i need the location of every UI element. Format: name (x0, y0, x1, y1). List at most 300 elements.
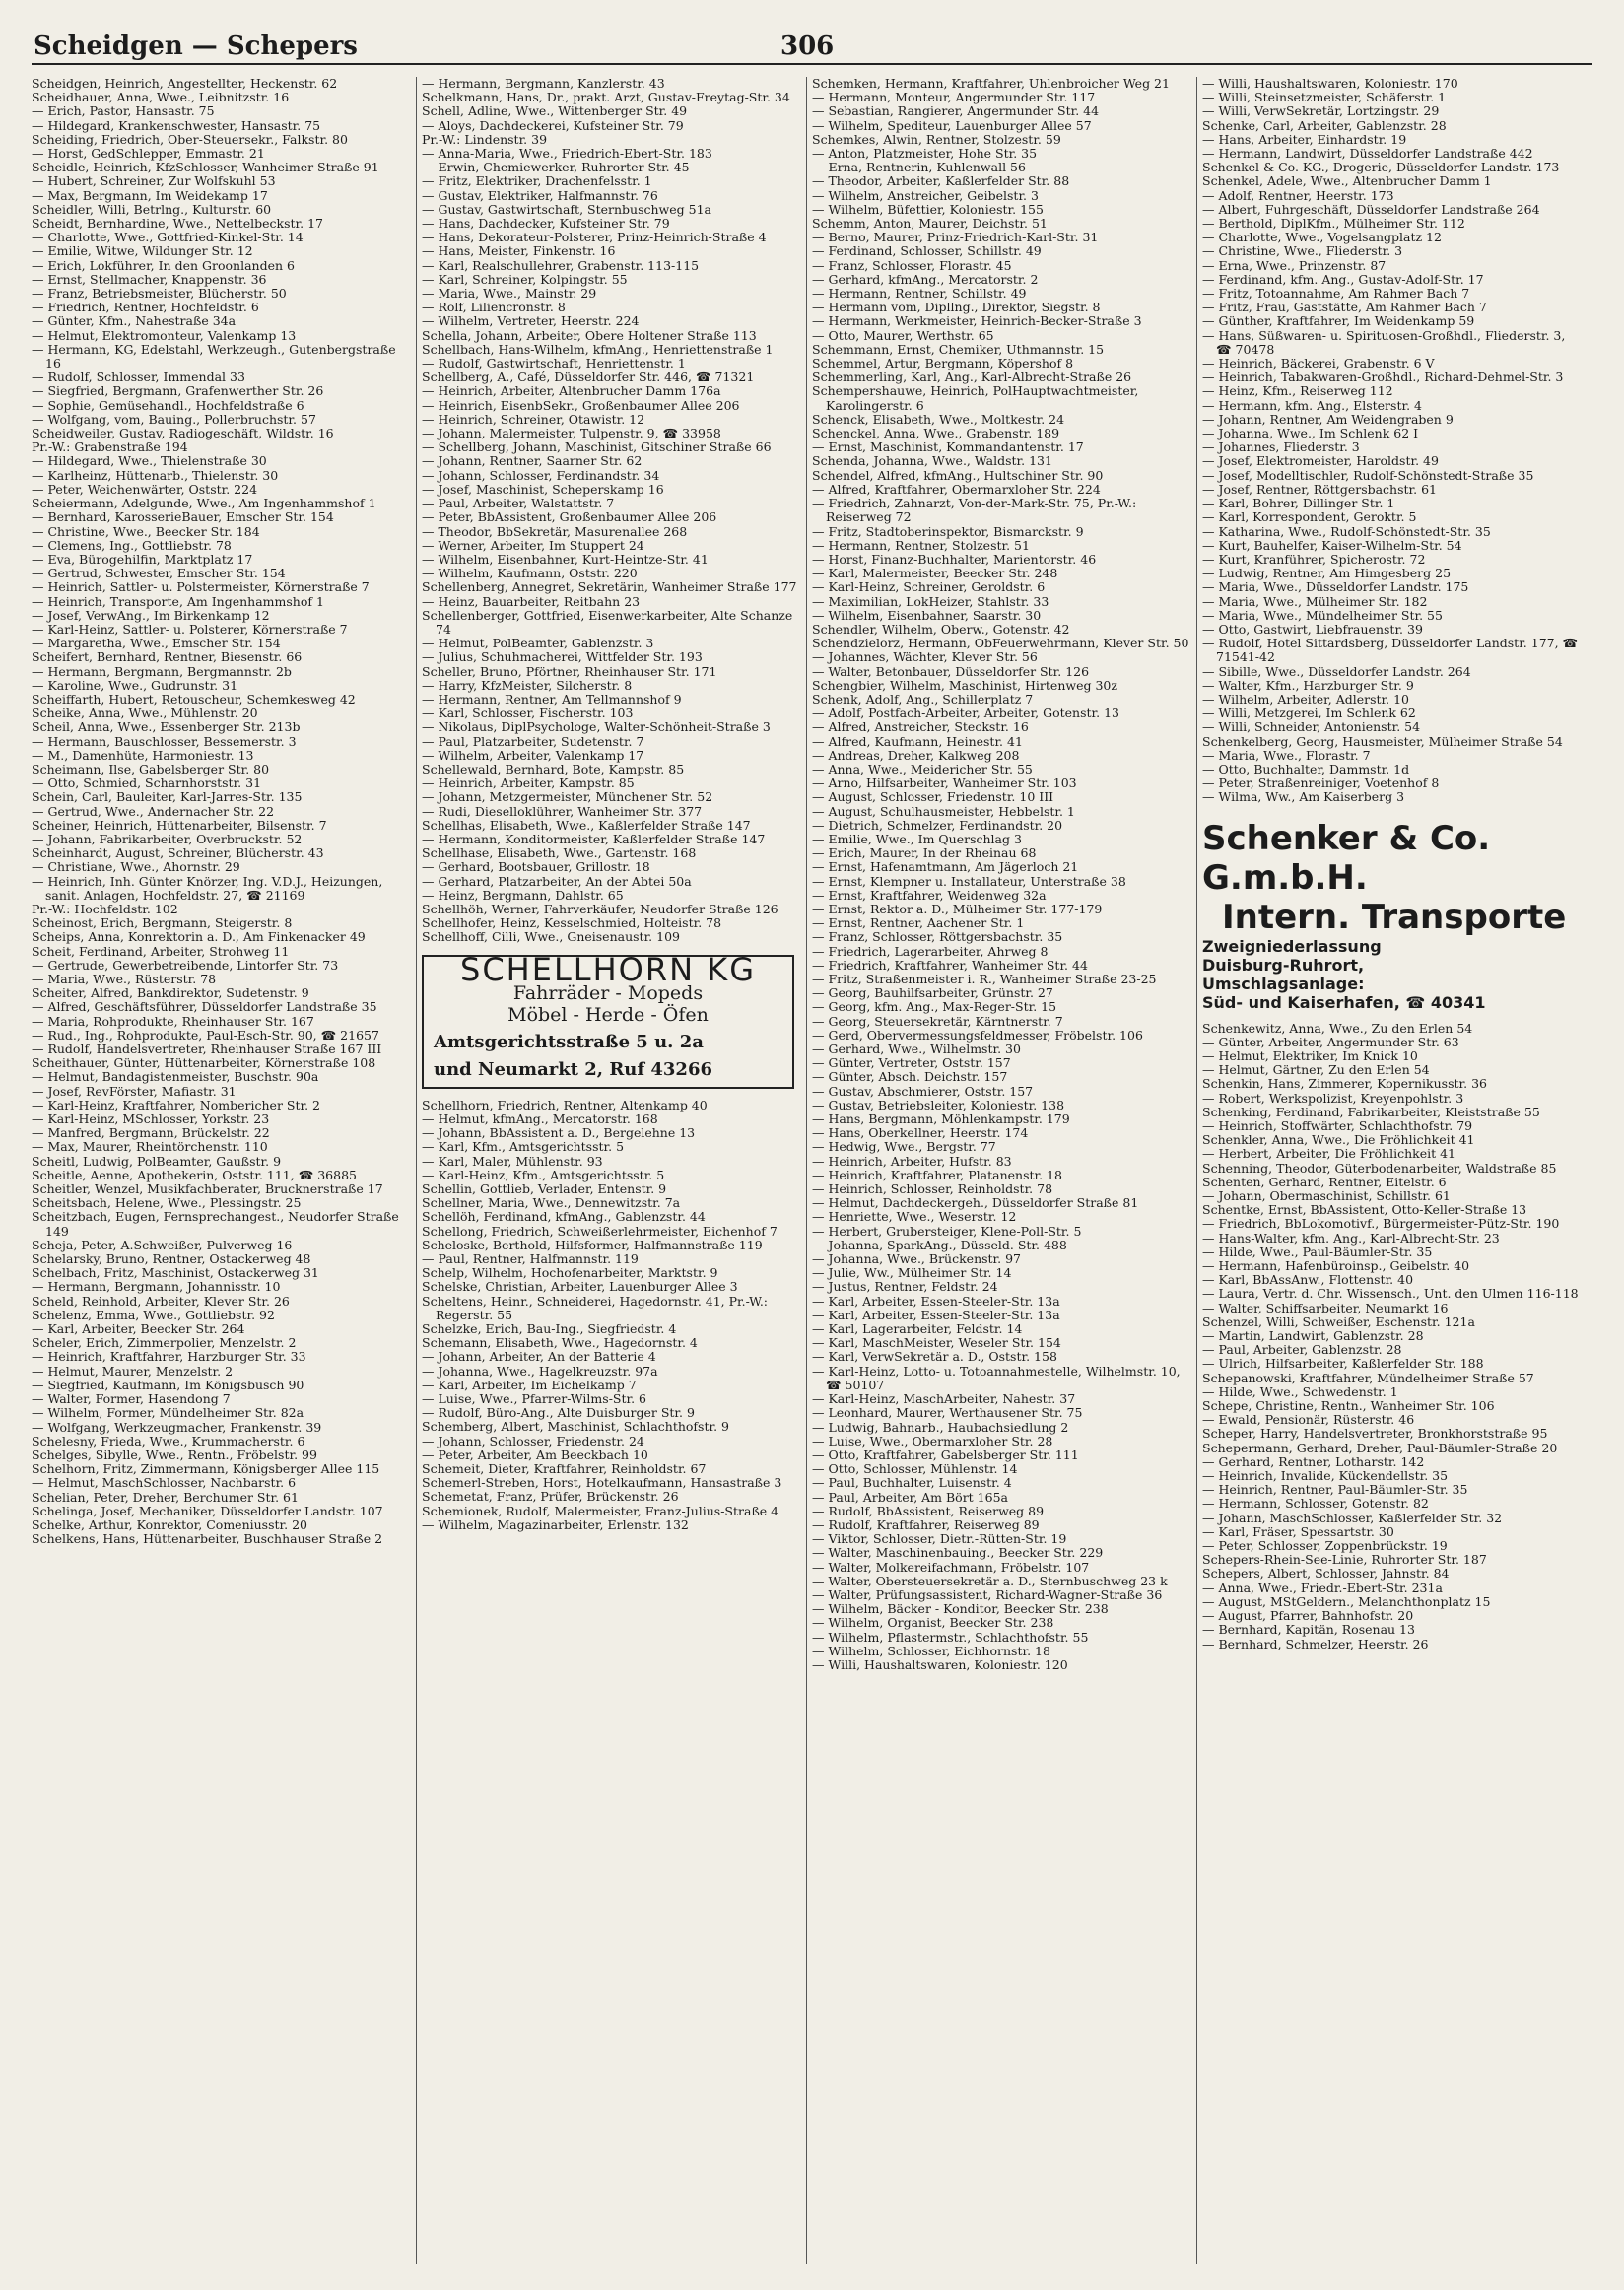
directory-entry: Schemann, Elisabeth, Wwe., Hagedornstr. 4 (422, 1335, 698, 1351)
directory-entry: — Karl, Arbeiter, Essen-Steeler-Str. 13a (812, 1307, 1060, 1322)
directory-entry: Schellenberg, Annegret, Sekretärin, Wanheimer Straße 177 (422, 579, 797, 595)
directory-entry: — Siegfried, Kaufmann, Im Königsbusch 90 (32, 1377, 304, 1392)
directory-entry: — Karl-Heinz, Kfm., Amtsgerichtsstr. 5 (422, 1167, 665, 1182)
directory-entry: — Günter, Vertreter, Oststr. 157 (812, 1055, 1011, 1071)
directory-entry: — Erwin, Chemiewerker, Ruhrorter Str. 45 (422, 160, 690, 175)
directory-entry: — Walter, Schiffsarbeiter, Neumarkt 16 (1202, 1300, 1449, 1315)
directory-entry: — Hedwig, Wwe., Bergstr. 77 (812, 1139, 996, 1155)
directory-entry: — Karl, Fräser, Spessartstr. 30 (1202, 1523, 1394, 1539)
directory-entry: — Friedrich, Lagerarbeiter, Ahrweg 8 (812, 943, 1049, 959)
directory-entry: Schelian, Peter, Dreher, Berchumer Str. 61 (32, 1489, 299, 1505)
directory-entry: Schemeit, Dieter, Kraftfahrer, Reinholdstr. 67 (422, 1461, 707, 1477)
directory-entry: — Charlotte, Wwe., Gottfried-Kinkel-Str. 14 (32, 230, 304, 245)
directory-entry: Schepers, Albert, Schlosser, Jahnstr. 84 (1202, 1566, 1450, 1582)
directory-entry: Schelkens, Hans, Hüttenarbeiter, Buschhauser Straße 2 (32, 1531, 383, 1547)
directory-entry: — Peter, Arbeiter, Am Beeckbach 10 (422, 1447, 648, 1462)
directory-entry: — Fritz, Straßenmeister i. R., Wanheimer Straße 23-25 (812, 972, 1157, 986)
directory-entry: — Erich, Pastor, Hansastr. 75 (32, 103, 215, 119)
directory-entry: — Leonhard, Maurer, Werthausener Str. 75 (812, 1405, 1083, 1421)
directory-entry: — Hermann vom, Dipllng., Direktor, Siegstr. 8 (812, 300, 1101, 315)
directory-entry: — Wilhelm, Arbeiter, Valenkamp 17 (422, 747, 644, 763)
directory-entry: Schemkes, Alwin, Rentner, Stolzestr. 59 (812, 131, 1061, 147)
directory-entry: Schelkmann, Hans, Dr., prakt. Arzt, Gustav-Freytag-Str. 34 (422, 90, 790, 105)
directory-entry: — Julius, Schuhmacherei, Wittfelder Str. 193 (422, 649, 703, 665)
directory-entry: — Hermann, KG, Edelstahl, Werkzeugh., Gutenbergstraße 16 (32, 341, 396, 371)
directory-entry: — Helmut, Elektromonteur, Valenkamp 13 (32, 327, 297, 343)
directory-entry: — Otto, Maurer, Werthstr. 65 (812, 327, 994, 343)
directory-entry: — Julie, Ww., Mülheimer Str. 14 (812, 1265, 1012, 1281)
directory-entry: Scheler, Erich, Zimmerpolier, Menzelstr. 2 (32, 1335, 297, 1351)
ad-company-name: SCHELLHORN KG (460, 950, 756, 988)
directory-entry: — Otto, Schlosser, Mühlenstr. 14 (812, 1461, 1018, 1477)
directory-entry: Scheinost, Erich, Bergmann, Steigerstr. 8 (32, 915, 293, 931)
directory-entry: Schellner, Maria, Wwe., Dennewitzstr. 7a (422, 1195, 681, 1211)
directory-entry: — Alfred, Kraftfahrer, Obermarxloher Str. 224 (812, 481, 1101, 497)
column-3 (812, 77, 1190, 2264)
directory-entry: Scheidler, Willi, Betrlng., Kulturstr. 60 (32, 201, 272, 217)
directory-entry: — Peter, Weichenwärter, Oststr. 224 (32, 481, 258, 497)
directory-entry: — Heinrich, Invalide, Kückendellstr. 35 (1202, 1468, 1449, 1484)
directory-entry: — Hilde, Wwe., Schwedenstr. 1 (1202, 1383, 1398, 1399)
directory-entry: Schenke, Carl, Arbeiter, Gablenzstr. 28 (1202, 117, 1447, 133)
directory-entry: — Heinz, Bauarbeiter, Reitbahn 23 (422, 593, 641, 609)
directory-entry: — Horst, GedSchlepper, Emmastr. 21 (32, 146, 265, 162)
directory-entry: — Walter, Betonbauer, Düsseldorfer Str. 126 (812, 663, 1090, 679)
directory-entry: — Josef, RevFörster, Mafiastr. 31 (32, 1083, 237, 1099)
directory-columns (32, 77, 1592, 2264)
directory-entry: Schelinga, Josef, Mechaniker, Düsseldorfer Landstr. 107 (32, 1503, 383, 1518)
directory-entry: — Charlotte, Wwe., Vogelsangplatz 12 (1202, 230, 1442, 245)
directory-entry: Schepermann, Gerhard, Dreher, Paul-Bäumler-Straße 20 (1202, 1440, 1558, 1455)
directory-entry: — Walter, Prüfungsassistent, Richard-Wagner-Straße 36 (812, 1586, 1163, 1602)
directory-entry: — Sibille, Wwe., Düsseldorfer Landstr. 264 (1202, 663, 1471, 679)
directory-entry: — Wilhelm, Spediteur, Lauenburger Allee 57 (812, 117, 1092, 133)
directory-entry: Scheimann, Ilse, Gabelsberger Str. 80 (32, 761, 270, 776)
directory-entry: — Bernhard, Kapitän, Rosenau 13 (1202, 1622, 1415, 1638)
directory-entry: — Karl, Kfm., Amtsgerichtsstr. 5 (422, 1139, 625, 1155)
directory-entry: — Rudolf, Gastwirtschaft, Henriettenstr. 1 (422, 356, 686, 371)
directory-entry: Schenking, Ferdinand, Fabrikarbeiter, Kleiststraße 55 (1202, 1104, 1540, 1119)
directory-entry: — Hermann, Konditormeister, Kaßlerfelder Straße 147 (422, 831, 766, 846)
directory-entry: Schellin, Gottlieb, Verlader, Entenstr. 9 (422, 1181, 667, 1197)
directory-entry: — Theodor, Arbeiter, Kaßlerfelder Str. 88 (812, 173, 1070, 189)
directory-entry: — Karl-Heinz, Lotto- u. Totoannahmestelle, Wilhelmstr. 10, ☎ 50107 (812, 1363, 1181, 1392)
directory-entry: — Christine, Wwe., Beecker Str. 184 (32, 523, 260, 539)
directory-entry: Schellbach, Hans-Wilhelm, kfmAng., Henriettenstraße 1 (422, 341, 774, 357)
directory-entry: — Peter, Schlosser, Zoppenbrückstr. 19 (1202, 1538, 1448, 1554)
directory-entry: — Georg, kfm. Ang., Max-Reger-Str. 15 (812, 999, 1057, 1015)
directory-entry: — Wilhelm, Eisenbahner, Saarstr. 30 (812, 607, 1042, 623)
directory-entry: — Ferdinand, Schlosser, Schillstr. 49 (812, 243, 1042, 259)
directory-entry: — Ludwig, Bahnarb., Haubachsiedlung 2 (812, 1419, 1069, 1435)
directory-entry: — Friedrich, BbLokomotivf., Bürgermeister-Pütz-Str. 190 (1202, 1216, 1560, 1232)
column-4 (1202, 77, 1581, 2264)
directory-entry: — Gerd, Obervermessungsfeldmesser, Fröbelstr. 106 (812, 1027, 1143, 1043)
directory-entry: Scheil, Anna, Wwe., Essenberger Str. 213b (32, 719, 301, 735)
directory-entry: Scheike, Anna, Wwe., Mühlenstr. 20 (32, 706, 258, 721)
directory-entry: — Karl, Schreiner, Kolpingstr. 55 (422, 271, 628, 287)
directory-entry: Scheinhardt, August, Schreiner, Blücherstr. 43 (32, 845, 324, 861)
directory-entry: — Karl, BbAssAnw., Flottenstr. 40 (1202, 1272, 1414, 1288)
directory-entry: — Helmut, MaschSchlosser, Nachbarstr. 6 (32, 1475, 297, 1491)
directory-entry: — Helmut, Elektriker, Im Knick 10 (1202, 1047, 1418, 1063)
directory-entry: — Ernst, Rektor a. D., Mülheimer Str. 177-179 (812, 901, 1103, 916)
directory-entry: — Justus, Rentner, Feldstr. 24 (812, 1279, 998, 1295)
directory-entry: — Arno, Hilfsarbeiter, Wanheimer Str. 103 (812, 775, 1077, 791)
directory-entry: — Fritz, Frau, Gaststätte, Am Rahmer Bach 7 (1202, 300, 1487, 315)
directory-entry: — August, MStGeldern., Melanchthonplatz 15 (1202, 1593, 1491, 1609)
directory-entry: Schelesny, Frieda, Wwe., Krummacherstr. 6 (32, 1433, 305, 1448)
directory-entry: Scheiner, Heinrich, Hüttenarbeiter, Bilsenstr. 7 (32, 817, 327, 833)
directory-entry: — Fritz, Stadtoberinspektor, Bismarckstr. 9 (812, 523, 1084, 539)
directory-entry: — Wilhelm, Pflastermstr., Schlachthofstr. 55 (812, 1629, 1089, 1645)
directory-entry: — Maximilian, LokHeizer, Stahlstr. 33 (812, 593, 1049, 609)
directory-entry: — Ewald, Pensionär, Rüsterstr. 46 (1202, 1412, 1415, 1428)
directory-entry: Scheidle, Heinrich, KfzSchlosser, Wanheimer Straße 91 (32, 160, 379, 175)
directory-entry: — Wilhelm, Magazinarbeiter, Erlenstr. 132 (422, 1516, 689, 1532)
directory-entry: — Adolf, Postfach-Arbeiter, Arbeiter, Gotenstr. 13 (812, 706, 1119, 721)
directory-entry: — Karl-Heinz, MaschArbeiter, Nahestr. 37 (812, 1391, 1076, 1407)
directory-entry: Schenkel & Co. KG., Drogerie, Düsseldorfer Landstr. 173 (1202, 160, 1560, 175)
directory-entry: — Gustav, Gastwirtschaft, Sternbuschweg 51a (422, 201, 711, 217)
directory-entry: — Wilhelm, Büfettier, Koloniestr. 155 (812, 201, 1044, 217)
directory-entry: Schelarsky, Bruno, Rentner, Ostackerweg 48 (32, 1251, 311, 1267)
directory-entry: Schenk, Adolf, Ang., Schillerplatz 7 (812, 691, 1034, 707)
directory-entry: Schenck, Elisabeth, Wwe., Moltkestr. 24 (812, 411, 1065, 427)
directory-entry: — Johannes, Fliederstr. 3 (1202, 439, 1360, 455)
directory-entry: — Helmut, Bandagistenmeister, Buschstr. 90a (32, 1069, 319, 1085)
directory-entry: — Willi, Steinsetzmeister, Schäferstr. 1 (1202, 90, 1447, 105)
page-header (32, 30, 1592, 65)
directory-entry: Scheidgen, Heinrich, Angestellter, Heckenstr. 62 (32, 77, 338, 91)
directory-entry: Schellewald, Bernhard, Bote, Kampstr. 85 (422, 761, 685, 776)
directory-entry: — Friedrich, Zahnarzt, Von-der-Mark-Str. 75, Pr.-W.: Reiserweg 72 (812, 496, 1137, 525)
directory-entry: — August, Schlosser, Friedenstr. 10 III (812, 789, 1054, 805)
directory-entry: Schemmann, Ernst, Chemiker, Uthmannstr. 15 (812, 341, 1105, 357)
directory-entry: — Johanna, SparkAng., Düsseld. Str. 488 (812, 1237, 1067, 1252)
directory-entry: — Hans-Walter, kfm. Ang., Karl-Albrecht-Str. 23 (1202, 1230, 1500, 1246)
directory-entry: — Franz, Schlosser, Florastr. 45 (812, 257, 1012, 273)
directory-entry: — Karl, Realschullehrer, Grabenstr. 113-115 (422, 257, 700, 273)
directory-entry: Scheidhauer, Anna, Wwe., Leibnitzstr. 16 (32, 90, 290, 105)
directory-entry: — Ernst, Stellmacher, Knappenstr. 36 (32, 271, 267, 287)
directory-entry: — Erich, Lokführer, In den Groonlanden 6 (32, 257, 295, 273)
directory-entry: — Hildegard, Krankenschwester, Hansastr. 75 (32, 117, 321, 133)
directory-entry: — Heinrich, Arbeiter, Kampstr. 85 (422, 775, 635, 791)
directory-entry: Schenning, Theodor, Güterbodenarbeiter, Waldstraße 85 (1202, 1160, 1557, 1176)
directory-entry: — Wolfgang, vom, Bauing., Pollerbruchstr. 57 (32, 411, 316, 427)
directory-entry: — Luise, Wwe., Obermarxloher Str. 28 (812, 1433, 1053, 1448)
directory-entry: — Friedrich, Kraftfahrer, Wanheimer Str. 44 (812, 957, 1088, 973)
directory-entry: Schellhöh, Werner, Fahrverkäufer, Neudorfer Straße 126 (422, 901, 778, 916)
directory-entry: — Hermann, Rentner, Schillstr. 49 (812, 286, 1027, 302)
directory-entry: — Günther, Kraftfahrer, Im Weidenkamp 59 (1202, 313, 1475, 329)
directory-entry: — Rudolf, Hotel Sittardsberg, Düsseldorfer Landstr. 177, ☎ 71541-42 (1202, 636, 1579, 665)
directory-entry: — Paul, Arbeiter, Am Bört 165a (812, 1489, 1008, 1505)
directory-entry: — Wilhelm, Eisenbahner, Kurt-Heintze-Str. 41 (422, 551, 709, 567)
directory-entry: — Willi, Metzgerei, Im Schlenk 62 (1202, 706, 1416, 721)
directory-entry: Schenda, Johanna, Wwe., Waldstr. 131 (812, 453, 1052, 469)
directory-entry: Schellhorn, Friedrich, Rentner, Altenkamp 40 (422, 1097, 708, 1112)
ad-line: Umschlagsanlage: (1202, 974, 1365, 993)
directory-entry: Scheithauer, Günter, Hüttenarbeiter, Körnerstraße 108 (32, 1055, 376, 1071)
directory-entry: — Johann, Malermeister, Tulpenstr. 9, ☎ 33958 (422, 426, 721, 441)
directory-entry: — Walter, Kfm., Harzburger Str. 9 (1202, 677, 1414, 693)
directory-entry: — Gerhard, Rentner, Lotharstr. 142 (1202, 1453, 1425, 1469)
directory-entry: — Gertrud, Wwe., Andernacher Str. 22 (32, 803, 275, 819)
entry-list (1202, 1022, 1581, 1651)
directory-entry: — Heinrich, Kraftfahrer, Platanenstr. 18 (812, 1167, 1062, 1182)
directory-entry: Schelbach, Fritz, Maschinist, Ostackerweg 31 (32, 1265, 319, 1281)
directory-entry: — Laura, Vertr. d. Chr. Wissensch., Unt. den Ulmen 116-118 (1202, 1286, 1579, 1302)
directory-entry: — Robert, Werkspolizist, Kreyenpohlstr. 3 (1202, 1090, 1464, 1106)
directory-entry: Schepanowski, Kraftfahrer, Mündelheimer Straße 57 (1202, 1370, 1534, 1385)
directory-entry: — Heinrich, Arbeiter, Altenbrucher Damm 176a (422, 383, 721, 399)
directory-entry: — Wilhelm, Arbeiter, Adlerstr. 10 (1202, 691, 1410, 707)
directory-entry: — Adolf, Rentner, Heerstr. 173 (1202, 187, 1394, 203)
directory-entry: — Dietrich, Schmelzer, Ferdinandstr. 20 (812, 817, 1063, 833)
directory-entry: Pr.-W.: Hochfeldstr. 102 (32, 901, 178, 916)
directory-entry: — Wolfgang, Werkzeugmacher, Frankenstr. 39 (32, 1419, 322, 1435)
directory-entry: — Heinrich, Stoffwärter, Schlachthofstr. 79 (1202, 1117, 1473, 1133)
directory-entry: Schenkler, Anna, Wwe., Die Fröhlichkeit 41 (1202, 1132, 1475, 1148)
directory-entry: — Johann, Schlosser, Ferdinandstr. 34 (422, 467, 660, 483)
directory-entry: — Andreas, Dreher, Kalkweg 208 (812, 747, 1020, 763)
directory-entry: Schenzel, Willi, Schweißer, Eschenstr. 121a (1202, 1313, 1475, 1329)
directory-entry: Scheit, Ferdinand, Arbeiter, Strohweg 11 (32, 943, 290, 959)
directory-entry: — Franz, Betriebsmeister, Blücherstr. 50 (32, 286, 287, 302)
directory-entry: — Hans, Dachdecker, Kufsteiner Str. 79 (422, 216, 670, 232)
directory-entry: — Karl-Heinz, MSchlosser, Yorkstr. 23 (32, 1111, 270, 1127)
directory-entry: — Walter, Molkereifachmann, Fröbelstr. 107 (812, 1559, 1090, 1575)
directory-entry: Schentke, Ernst, BbAssistent, Otto-Keller-Straße 13 (1202, 1202, 1527, 1218)
directory-entry: — Rudi, Dieselloklührer, Wanheimer Str. 377 (422, 803, 703, 819)
directory-entry: Schemken, Hermann, Kraftfahrer, Uhlenbroicher Weg 21 (812, 77, 1170, 91)
directory-entry: — Hermann, Monteur, Angermunder Str. 117 (812, 90, 1096, 105)
directory-entry: Scheitle, Aenne, Apothekerin, Oststr. 111, ☎ 36885 (32, 1167, 357, 1182)
entry-list (812, 77, 1190, 1672)
directory-entry: — Heinrich, Arbeiter, Hufstr. 83 (812, 1153, 1012, 1169)
directory-entry: — Maria, Wwe., Mainstr. 29 (422, 286, 597, 302)
directory-entry: — Hubert, Schreiner, Zur Wolfskuhl 53 (32, 173, 276, 189)
directory-entry: Schempershauwe, Heinrich, PolHauptwachtmeister, Karolingerstr. 6 (812, 383, 1139, 413)
directory-entry: — Ernst, Kraftfahrer, Weidenweg 32a (812, 887, 1047, 903)
directory-entry: — Rudolf, Kraftfahrer, Reiserweg 89 (812, 1516, 1040, 1532)
directory-entry: — Helmut, PolBeamter, Gablenzstr. 3 (422, 636, 654, 651)
directory-entry: — Rolf, Liliencronstr. 8 (422, 300, 566, 315)
directory-entry: Schemberg, Albert, Maschinist, Schlachthofstr. 9 (422, 1419, 729, 1435)
directory-entry: — Willi, Haushaltswaren, Koloniestr. 170 (1202, 77, 1458, 91)
directory-entry: Scheidweiler, Gustav, Radiogeschäft, Wildstr. 16 (32, 426, 334, 441)
directory-entry: — Johann, Rentner, Saarner Str. 62 (422, 453, 643, 469)
directory-entry: — Karl, MaschMeister, Weseler Str. 154 (812, 1335, 1061, 1351)
directory-entry: — Alfred, Anstreicher, Steckstr. 16 (812, 719, 1029, 735)
directory-entry: — Paul, Buchhalter, Luisenstr. 4 (812, 1475, 1012, 1491)
directory-entry: Schellhofer, Heinz, Kesselschmied, Holteistr. 78 (422, 915, 722, 931)
directory-entry: — Gerhard, kfmAng., Mercatorstr. 2 (812, 271, 1039, 287)
directory-entry: — Georg, Bauhilfsarbeiter, Grünstr. 27 (812, 985, 1053, 1001)
directory-entry: — Walter, Maschinenbauing., Beecker Str. 229 (812, 1545, 1104, 1561)
directory-entry: Schellhoff, Cilli, Wwe., Gneisenaustr. 109 (422, 929, 680, 945)
advertisement-schenker (1202, 819, 1581, 1012)
directory-entry: — Heinz, Kfm., Reiserweg 112 (1202, 383, 1393, 399)
directory-entry: — Johann, Metzgermeister, Münchener Str. 52 (422, 789, 713, 805)
directory-entry: — Sebastian, Rangierer, Angermunder Str. 44 (812, 103, 1100, 119)
directory-entry: — Karl, VerwSekretär a. D., Oststr. 158 (812, 1349, 1057, 1365)
directory-entry: — Sophie, Gemüsehandl., Hochfeldstraße 6 (32, 397, 304, 413)
directory-entry: — Alfred, Kaufmann, Heinestr. 41 (812, 733, 1023, 749)
directory-entry: Scheld, Reinhold, Arbeiter, Klever Str. 26 (32, 1293, 290, 1309)
directory-entry: — Hildegard, Wwe., Thielenstraße 30 (32, 453, 267, 469)
directory-entry: — Karl, Maler, Mühlenstr. 93 (422, 1153, 603, 1169)
directory-entry: — Otto, Gastwirt, Liebfrauenstr. 39 (1202, 621, 1423, 637)
directory-entry: — Ernst, Klempner u. Installateur, Unterstraße 38 (812, 873, 1126, 889)
directory-entry: — Karl, Arbeiter, Beecker Str. 264 (32, 1321, 245, 1337)
directory-entry: Scheper, Harry, Handelsvertreter, Bronkhorststraße 95 (1202, 1426, 1548, 1442)
directory-entry: — Johann, Schlosser, Friedenstr. 24 (422, 1433, 644, 1448)
directory-entry: Schellberg, A., Café, Düsseldorfer Str. 446, ☎ 71321 (422, 370, 755, 385)
directory-entry: — Rudolf, Handelsvertreter, Rheinhauser Straße 167 III (32, 1042, 382, 1057)
column-2 (422, 77, 800, 2264)
name-range: Scheidgen — Schepers (34, 32, 358, 61)
directory-entry: — Johann, Obermaschinist, Schillstr. 61 (1202, 1188, 1451, 1203)
directory-entry: Schepe, Christine, Rentn., Wanheimer Str. 106 (1202, 1398, 1495, 1414)
directory-entry: — Hermann, Bergmann, Kanzlerstr. 43 (422, 77, 665, 91)
directory-entry: — Wilma, Ww., Am Kaiserberg 3 (1202, 789, 1405, 805)
directory-entry: — Viktor, Schlosser, Dietr.-Rütten-Str. 19 (812, 1531, 1067, 1547)
directory-entry: Scheitl, Ludwig, PolBeamter, Gaußstr. 9 (32, 1153, 282, 1169)
directory-entry: — Johann, Rentner, Am Weidengraben 9 (1202, 411, 1454, 427)
directory-entry: — Karl, Lagerarbeiter, Feldstr. 14 (812, 1321, 1023, 1337)
directory-entry: — Karl-Heinz, Kraftfahrer, Nombericher Str. 2 (32, 1097, 320, 1112)
directory-entry: — Erich, Maurer, In der Rheinau 68 (812, 845, 1037, 861)
directory-entry: — Ludwig, Rentner, Am Himgesberg 25 (1202, 566, 1452, 581)
directory-entry: — Karl-Heinz, Sattler- u. Polsterer, Körnerstraße 7 (32, 621, 348, 637)
directory-entry: Schellenberger, Gottfried, Eisenwerkarbeiter, Alte Schanze 74 (422, 607, 793, 637)
directory-entry: Scheja, Peter, A.Schweißer, Pulverweg 16 (32, 1237, 293, 1252)
directory-entry: — Eva, Bürogehilfin, Marktplatz 17 (32, 551, 253, 567)
directory-entry: — Anna, Wwe., Meidericher Str. 55 (812, 761, 1033, 776)
directory-entry: — Maria, Rohprodukte, Rheinhauser Str. 167 (32, 1013, 314, 1029)
entry-list (32, 77, 410, 1546)
directory-entry: — M., Damenhüte, Harmoniestr. 13 (32, 747, 254, 763)
directory-entry: — Theodor, BbSekretär, Masurenallee 268 (422, 523, 688, 539)
directory-entry: Schelhorn, Fritz, Zimmermann, Königsberger Allee 115 (32, 1461, 380, 1477)
directory-entry: — Emilie, Wwe., Im Querschlag 3 (812, 831, 1022, 846)
directory-entry: — Ernst, Maschinist, Kommandantenstr. 17 (812, 439, 1084, 455)
directory-entry: — Heinrich, Transporte, Am Ingenhammshof 1 (32, 593, 324, 609)
directory-entry: — Heinrich, Sattler- u. Polstermeister, Körnerstraße 7 (32, 579, 370, 595)
directory-entry: — Johann, MaschSchlosser, Kaßlerfelder Str. 32 (1202, 1510, 1503, 1525)
directory-entry: Schemmel, Artur, Bergmann, Köpershof 8 (812, 356, 1074, 371)
directory-entry: — Heinz, Bergmann, Dahlstr. 65 (422, 887, 624, 903)
directory-entry: Scheitsbach, Helene, Wwe., Plessingstr. 25 (32, 1195, 302, 1211)
directory-entry: — Rudolf, Büro-Ang., Alte Duisburger Str. 9 (422, 1405, 695, 1421)
directory-entry: Scheiermann, Adelgunde, Wwe., Am Ingenhammshof 1 (32, 496, 376, 511)
directory-entry: — Katharina, Wwe., Rudolf-Schönstedt-Str. 35 (1202, 523, 1491, 539)
directory-entry: Pr.-W.: Grabenstraße 194 (32, 439, 188, 455)
directory-entry: Schelp, Wilhelm, Hochofenarbeiter, Marktstr. 9 (422, 1265, 718, 1281)
directory-entry: — Hermann, Landwirt, Düsseldorfer Landstraße 442 (1202, 146, 1533, 162)
directory-entry: Schellöh, Ferdinand, kfmAng., Gablenzstr. 44 (422, 1209, 706, 1225)
directory-entry: — Wilhelm, Organist, Beecker Str. 238 (812, 1615, 1054, 1631)
directory-entry: — Karl-Heinz, Schreiner, Geroldstr. 6 (812, 579, 1046, 595)
directory-entry: — Otto, Kraftfahrer, Gabelsberger Str. 111 (812, 1447, 1079, 1462)
directory-entry: Schengbier, Wilhelm, Maschinist, Hirtenweg 30z (812, 677, 1117, 693)
directory-entry: — Helmut, kfmAng., Mercatorstr. 168 (422, 1111, 658, 1126)
directory-entry: — Johann, Fabrikarbeiter, Overbruckstr. 52 (32, 831, 303, 846)
directory-entry: — Karl, Bohrer, Dillinger Str. 1 (1202, 496, 1395, 511)
directory-entry: — Hermann, Rentner, Am Tellmannshof 9 (422, 691, 682, 707)
advertisement-schellhorn (422, 950, 794, 1089)
directory-entry: — Max, Maurer, Rheintörchenstr. 110 (32, 1139, 268, 1155)
directory-entry: Schemmerling, Karl, Ang., Karl-Albrecht-Straße 26 (812, 370, 1132, 385)
directory-entry: — Johanna, Wwe., Im Schlenk 62 I (1202, 426, 1419, 441)
directory-entry: — Gustav, Abschmierer, Oststr. 157 (812, 1083, 1034, 1099)
directory-entry: Scheidt, Bernhardine, Wwe., Nettelbeckstr. 17 (32, 216, 323, 232)
directory-entry: Schelges, Sibylle, Wwe., Rentn., Fröbelstr. 99 (32, 1447, 317, 1462)
directory-entry: — Fritz, Elektriker, Drachenfelsstr. 1 (422, 173, 652, 189)
directory-entry: — Johann, BbAssistent a. D., Bergelehne 13 (422, 1125, 696, 1141)
directory-entry: — Hans, Dekorateur-Polsterer, Prinz-Heinrich-Straße 4 (422, 230, 767, 245)
directory-entry: — Erna, Rentnerin, Kuhlenwall 56 (812, 160, 1026, 175)
directory-entry: Schendel, Alfred, kfmAng., Hultschiner Str. 90 (812, 467, 1104, 483)
directory-entry: — Rud., Ing., Rohprodukte, Paul-Esch-Str. 90, ☎ 21657 (32, 1027, 379, 1043)
directory-entry: — Heinrich, Bäckerei, Grabenstr. 6 V (1202, 356, 1435, 371)
directory-entry: Schell, Adline, Wwe., Wittenberger Str. 49 (422, 103, 688, 119)
directory-entry: — Karl, Korrespondent, Geroktr. 5 (1202, 509, 1417, 525)
directory-entry: — Maria, Wwe., Rüsterstr. 78 (32, 972, 217, 986)
directory-entry: — Luise, Wwe., Pfarrer-Wilms-Str. 6 (422, 1391, 647, 1407)
directory-entry: — Berno, Maurer, Prinz-Friedrich-Karl-Str. 31 (812, 230, 1099, 245)
directory-entry: — Hans, Meister, Finkenstr. 16 (422, 243, 616, 259)
directory-entry: — Manfred, Bergmann, Brückelstr. 22 (32, 1125, 270, 1141)
entry-list (1202, 77, 1581, 805)
directory-entry: Schepers-Rhein-See-Linie, Ruhrorter Str. 187 (1202, 1552, 1487, 1568)
directory-entry: — Karl, Arbeiter, Essen-Steeler-Str. 13a (812, 1293, 1060, 1309)
directory-entry: — Peter, BbAssistent, Großenbaumer Allee 206 (422, 509, 717, 525)
directory-entry: Schelske, Christian, Arbeiter, Lauenburger Allee 3 (422, 1279, 738, 1295)
directory-entry: — Ferdinand, kfm. Ang., Gustav-Adolf-Str. 17 (1202, 271, 1484, 287)
ad-company-name: Schenker & Co. G.m.b.H. (1202, 818, 1491, 898)
directory-entry: — Hans, Oberkellner, Heerstr. 174 (812, 1125, 1029, 1141)
directory-entry: — Hermann, Werkmeister, Heinrich-Becker-Straße 3 (812, 313, 1142, 329)
directory-entry: — Aloys, Dachdeckerei, Kufsteiner Str. 79 (422, 117, 684, 133)
directory-entry: — Alfred, Geschäftsführer, Düsseldorfer Landstraße 35 (32, 999, 377, 1015)
directory-entry: Schenten, Gerhard, Rentner, Eitelstr. 6 (1202, 1174, 1447, 1189)
directory-entry: — Günter, Arbeiter, Angermunder Str. 63 (1202, 1034, 1459, 1049)
directory-entry: — Heinrich, Schreiner, Otawistr. 12 (422, 411, 645, 427)
directory-entry: — Gerhard, Platzarbeiter, An der Abtei 50a (422, 873, 692, 889)
directory-entry: Schelke, Arthur, Konrektor, Comeniusstr. 20 (32, 1516, 307, 1532)
directory-entry: — Hermann, Bauschlosser, Bessemerstr. 3 (32, 733, 297, 749)
directory-entry: — Siegfried, Bergmann, Grafenwerther Str. 26 (32, 383, 324, 399)
directory-entry: — Maria, Wwe., Florastr. 7 (1202, 747, 1371, 763)
directory-entry: Scheiter, Alfred, Bankdirektor, Sudetenstr. 9 (32, 985, 309, 1001)
directory-entry: — Emilie, Witwe, Wildunger Str. 12 (32, 243, 253, 259)
directory-entry: — Christine, Wwe., Fliederstr. 3 (1202, 243, 1403, 259)
directory-page (32, 30, 1592, 2266)
directory-entry: — Maria, Wwe., Mülheimer Str. 182 (1202, 593, 1428, 609)
directory-entry: — Helmut, Dachdeckergeh., Düsseldorfer Straße 81 (812, 1195, 1139, 1211)
directory-entry: — Margaretha, Wwe., Emscher Str. 154 (32, 636, 281, 651)
directory-entry: — Gustav, Elektriker, Halfmannstr. 76 (422, 187, 658, 203)
directory-entry: — Albert, Fuhrgeschäft, Düsseldorfer Landstraße 264 (1202, 201, 1540, 217)
directory-entry: — Paul, Rentner, Halfmannstr. 119 (422, 1251, 639, 1267)
page-number: 306 (780, 32, 835, 61)
directory-entry: Schelenz, Emma, Wwe., Gottliebstr. 92 (32, 1307, 275, 1322)
directory-entry: — Otto, Buchhalter, Dammstr. 1d (1202, 761, 1410, 776)
